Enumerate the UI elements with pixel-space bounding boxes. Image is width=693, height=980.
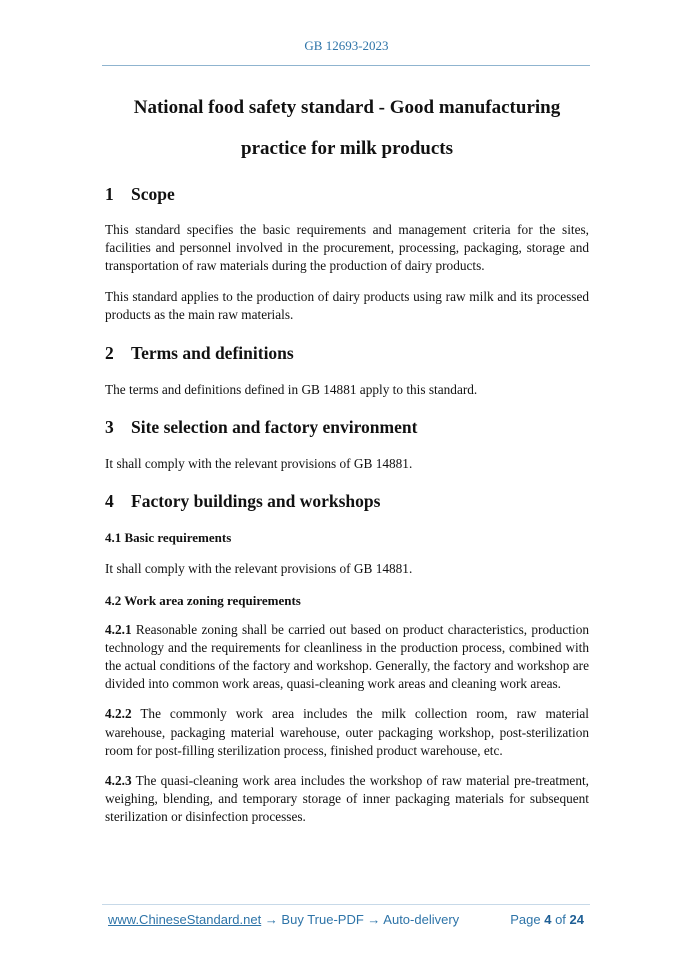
paragraph: This standard specifies the basic requirements and management criteria for the sites, facilities and personnel involved in the procurement, processing, packaging, storage and transportation of raw materials during the production of dairy products. xyxy=(105,222,589,274)
clause-number: 4.2.1 xyxy=(105,621,132,637)
footer-tagline: → Buy True-PDF → Auto-delivery xyxy=(261,912,460,927)
document-title-line-1: National food safety standard - Good manufacturing xyxy=(133,97,561,118)
clause-number: 4.2.2 xyxy=(105,706,132,722)
page-of-label: of xyxy=(555,912,566,927)
chinesestandard-link[interactable]: www.ChineseStandard.net xyxy=(108,912,262,927)
page-label: Page xyxy=(510,912,541,927)
subsection-heading-work-area-zoning: 4.2 Work area zoning requirements xyxy=(105,592,301,608)
section-number: 1 xyxy=(105,184,114,204)
document-title-line-2: practice for milk products xyxy=(241,138,453,159)
section-heading-scope xyxy=(105,184,589,205)
clause-4-2-2 xyxy=(105,705,589,760)
section-number: 3 xyxy=(105,417,114,438)
current-page-number: 4 xyxy=(544,912,552,927)
section-title: Terms and definitions xyxy=(131,343,294,364)
clause-number: 4.2.3 xyxy=(105,773,132,789)
paragraph: The terms and definitions defined in GB 14881 apply to this standard. xyxy=(105,382,478,398)
footer-promo xyxy=(108,912,459,927)
section-heading-terms xyxy=(105,343,589,364)
paragraph: This standard applies to the production of dairy products using raw milk and its processed products as the main raw materials. xyxy=(105,288,589,322)
total-pages-number: 24 xyxy=(569,912,584,927)
paragraph: It shall comply with the relevant provisions of GB 14881. xyxy=(105,456,413,472)
clause-text: Reasonable zoning shall be carried out based on product characteristics, production technology and the requirements for cleanliness in the production process, combined with the actual conditions of the factory and workshop. Generally, the factory and workshop are divided into common work areas, quasi-cleaning work areas and cleaning work areas. xyxy=(105,621,589,692)
clause-4-2-3 xyxy=(105,772,589,827)
section-number: 2 xyxy=(105,343,114,364)
section-heading-site-selection xyxy=(105,417,589,438)
paragraph: It shall comply with the relevant provisions of GB 14881. xyxy=(105,561,413,577)
page-indicator xyxy=(510,912,584,927)
section-title: Factory buildings and workshops xyxy=(131,491,381,512)
clause-text: The quasi-cleaning work area includes the workshop of raw material pre-treatment, weighing, blending, and temporary storage of inner packaging materials for subsequent sterilization or disinfection processes. xyxy=(105,773,589,825)
page-header-standard-code: GB 12693-2023 xyxy=(304,38,389,53)
section-number: 4 xyxy=(105,491,114,512)
subsection-heading-basic-requirements: 4.1 Basic requirements xyxy=(105,530,232,546)
header-divider xyxy=(102,65,590,66)
document-body xyxy=(105,90,589,827)
section-title: Site selection and factory environment xyxy=(131,417,418,438)
footer-divider xyxy=(102,904,590,905)
section-heading-factory-buildings xyxy=(105,491,589,512)
clause-4-2-1 xyxy=(105,621,589,694)
section-title: Scope xyxy=(131,184,175,204)
clause-text: The commonly work area includes the milk collection room, raw material warehouse, packaging material warehouse, outer packaging workshop, post-sterilization room for post-filling sterilization process, finished product warehouse, etc. xyxy=(105,706,590,758)
page-footer xyxy=(108,912,584,927)
